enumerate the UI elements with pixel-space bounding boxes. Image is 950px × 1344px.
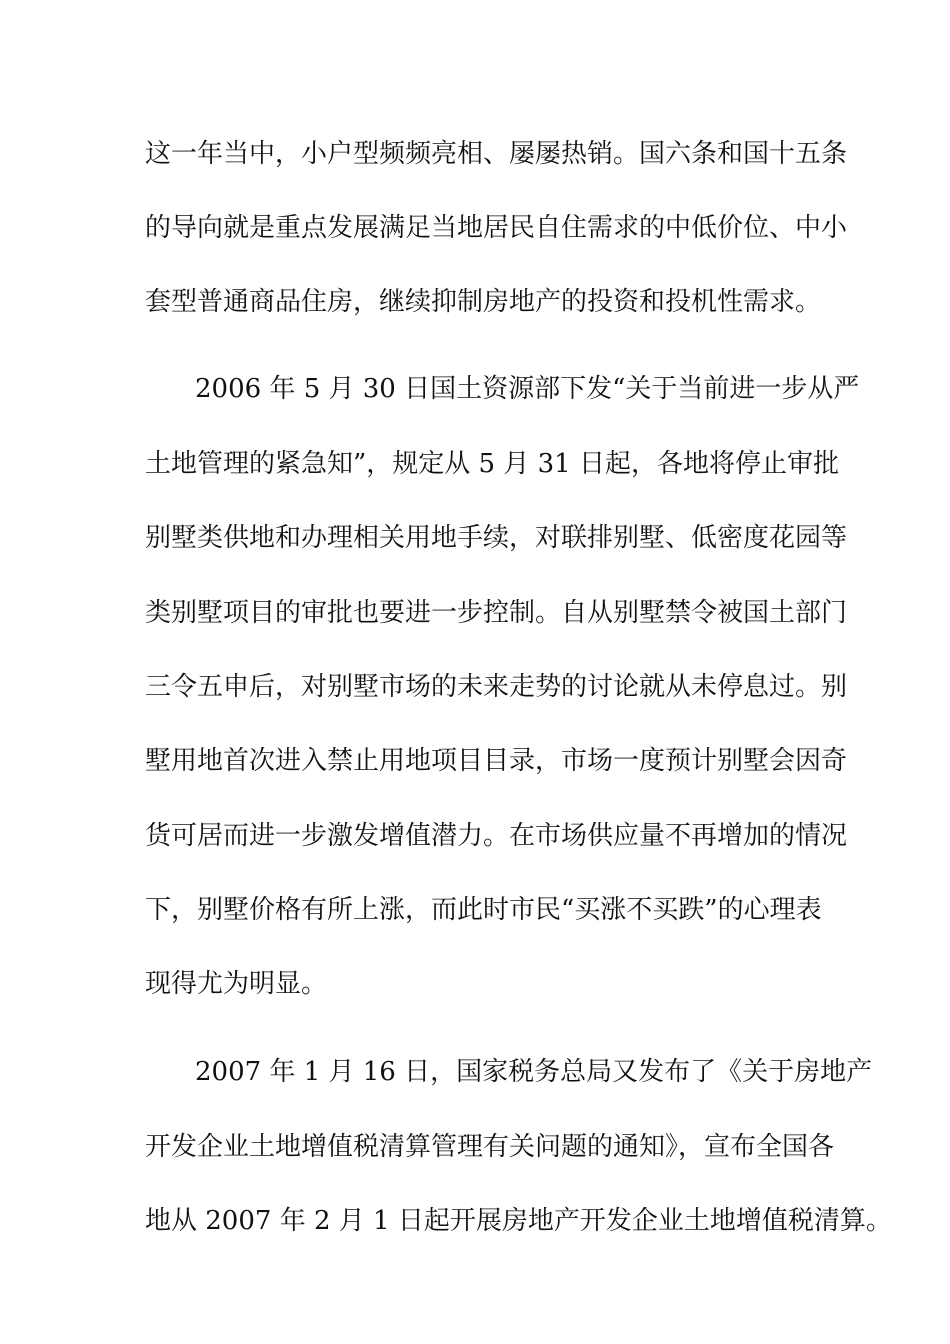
text-line: 别墅类供地和办理相关用地手续，对联排别墅、低密度花园等 [145, 523, 848, 553]
text-line: 土地管理的紧急知”，规定从 5 月 31 日起，各地将停止审批 [145, 449, 839, 479]
text-line: 三令五申后，对别墅市场的未来走势的讨论就从未停息过。别 [145, 672, 848, 702]
text-line: 墅用地首次进入禁止用地项目目录，市场一度预计别墅会因奇 [145, 746, 848, 776]
paragraph-first-line: 2007 年 1 月 16 日，国家税务总局又发布了《关于房地产 [195, 1057, 873, 1087]
text-line: 地从 2007 年 2 月 1 日起开展房地产开发企业土地增值税清算。 [145, 1206, 892, 1236]
text-line: 现得尤为明显。 [145, 969, 328, 999]
text-line: 套型普通商品住房，继续抑制房地产的投资和投机性需求。 [145, 287, 822, 317]
text-line: 货可居而进一步激发增值潜力。在市场供应量不再增加的情况 [145, 821, 848, 851]
text-line: 类别墅项目的审批也要进一步控制。自从别墅禁令被国土部门 [145, 598, 848, 628]
text-line: 的导向就是重点发展满足当地居民自住需求的中低价位、中小 [145, 213, 848, 243]
text-line: 下，别墅价格有所上涨，而此时市民“买涨不买跌”的心理表 [145, 895, 822, 925]
text-line: 这一年当中，小户型频频亮相、屡屡热销。国六条和国十五条 [145, 139, 848, 169]
paragraph-first-line: 2006 年 5 月 30 日国土资源部下发“关于当前进一步从严 [195, 374, 860, 404]
text-line: 开发企业土地增值税清算管理有关问题的通知》，宣布全国各 [145, 1132, 835, 1162]
